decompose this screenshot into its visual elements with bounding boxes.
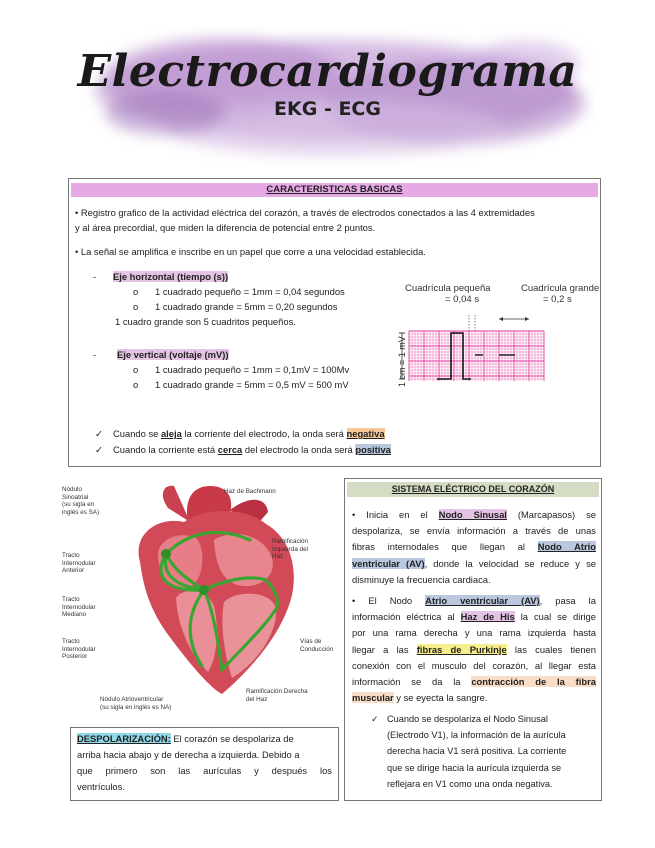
label-bachmann: Haz de Bachmann: [224, 488, 276, 495]
electrical-system-section: [344, 478, 602, 801]
vertical-axis-title: Eje vertical (voltaje (mV)): [117, 349, 229, 360]
horizontal-axis-title: Eje horizontal (tiempo (s)): [113, 271, 229, 282]
label-left-branch: Ramificación Izquierda del Haz: [272, 538, 309, 560]
ecg-grid-figure: [399, 315, 549, 387]
page-title: Electrocardiograma: [77, 46, 578, 97]
label-medio-tract: Tracto Internodular Mediano: [62, 596, 96, 618]
horizontal-item: 1 cuadrado grande = 5mm = 0,20 segundos: [155, 301, 338, 312]
basics-bullet-1: • Registro grafico de la actividad eléctrica del corazón, a través de electrodos conectados a las 4 extremidades y al área precordial, que miden la diferencia de potencial entre 2 puntos.: [75, 207, 535, 233]
horizontal-item: 1 cuadrado pequeño = 1mm = 0,04 segundos: [155, 286, 345, 297]
horizontal-note: 1 cuadro grande son 5 cuadritos pequeños.: [115, 316, 296, 327]
electrical-paragraph-1: • Inicia en el Nodo Sinusal (Marcapasos) se despolariza, se envía información a través de unas fibras internodales que llegan al Nodo Atrio ventricular (AV), donde la velocidad se reduce y se disminuye la frecuencia cardiaca.: [352, 509, 597, 585]
check-negativa: ✓ Cuando se aleja la corriente del electrodo, la onda será negativa: [95, 428, 385, 439]
label-right-branch: Ramificación Derecha del Haz: [246, 688, 308, 703]
vertical-item: 1 cuadrado grande = 5mm = 0,5 mV = 500 mV: [155, 379, 349, 390]
check-positiva: ✓ Cuando la corriente está cerca del electrodo la onda será positiva: [95, 444, 391, 455]
electrical-heading: SISTEMA ELÉCTRICO DEL CORAZÓN: [347, 482, 599, 497]
despolarizacion-label: DESPOLARIZACIÓN:: [77, 733, 171, 744]
label-av-node: Nódulo Atrioventricular (su sigla en inglés es NA): [100, 696, 172, 711]
despolarizacion-box: DESPOLARIZACIÓN: El corazón se despolariza de arriba hacia abajo y de derecha a izquierda. Debido a que primero son las aurículas y después los ventrículos.: [70, 727, 339, 801]
electrical-paragraph-2: • El Nodo Atrio ventricular (AV), pasa la información eléctrica al Haz de His la cual se dirige por una rama derecha y una rama izquierda hasta llegar a las fibras de Purkinje las cuales tienen conexión con el musculo del corazón, al llegar esta información se da la contracción de la fibra muscular y se eyecta la sangre.: [352, 595, 596, 704]
vertical-axis-block: - Eje vertical (voltaje (mV)) o 1 cuadrado pequeño = 1mm = 0,1mV = 100Mv o 1 cuadrado grande = 5mm = 0,5 mV = 500 mV: [93, 349, 350, 390]
heart-diagram: [60, 478, 345, 718]
electrical-check-v1: ✓ Cuando se despolariza el Nodo Sinusal (Electrodo V1), la información de la aurícula derecha hacia V1 será positiva. La corriente que se dirige hacia la aurícula izquierda se reflejara en V1 como una onda negativa.: [371, 711, 597, 792]
grid-small-label: Cuadrícula pequeña = 0,04 s: [405, 283, 491, 305]
grid-large-label: Cuadrícula grande = 0,2 s: [521, 283, 600, 305]
page-subtitle: EKG - ECG: [274, 98, 381, 120]
basics-bullet-2: • La señal se amplifica e inscribe en un papel que corre a una velocidad establecida.: [75, 246, 426, 257]
check-icon: ✓: [371, 714, 379, 724]
heart-illustration: [118, 482, 304, 700]
grid-vertical-label: 1 cm = 1 mV: [397, 336, 407, 387]
label-posterior-tract: Tracto Internodular Posterior: [62, 638, 96, 660]
label-vias: Vías de Conducción: [300, 638, 334, 653]
vertical-item: 1 cuadrado pequeño = 1mm = 0,1mV = 100Mv: [155, 364, 350, 375]
basics-section: [68, 178, 601, 467]
horizontal-axis-block: - Eje horizontal (tiempo (s)) o 1 cuadrado pequeño = 1mm = 0,04 segundos o 1 cuadrado grande = 5mm = 0,20 segundos 1 cuadro grande son 5 cuadritos pequeños.: [93, 271, 345, 327]
basics-heading: CARACTERISTICAS BASICAS: [71, 183, 598, 197]
label-sinoatrial: Nódulo Sinoatrial (su sigla en inglés es SA): [62, 486, 100, 516]
label-anterior-tract: Tracto Internodular Anterior: [62, 552, 96, 574]
